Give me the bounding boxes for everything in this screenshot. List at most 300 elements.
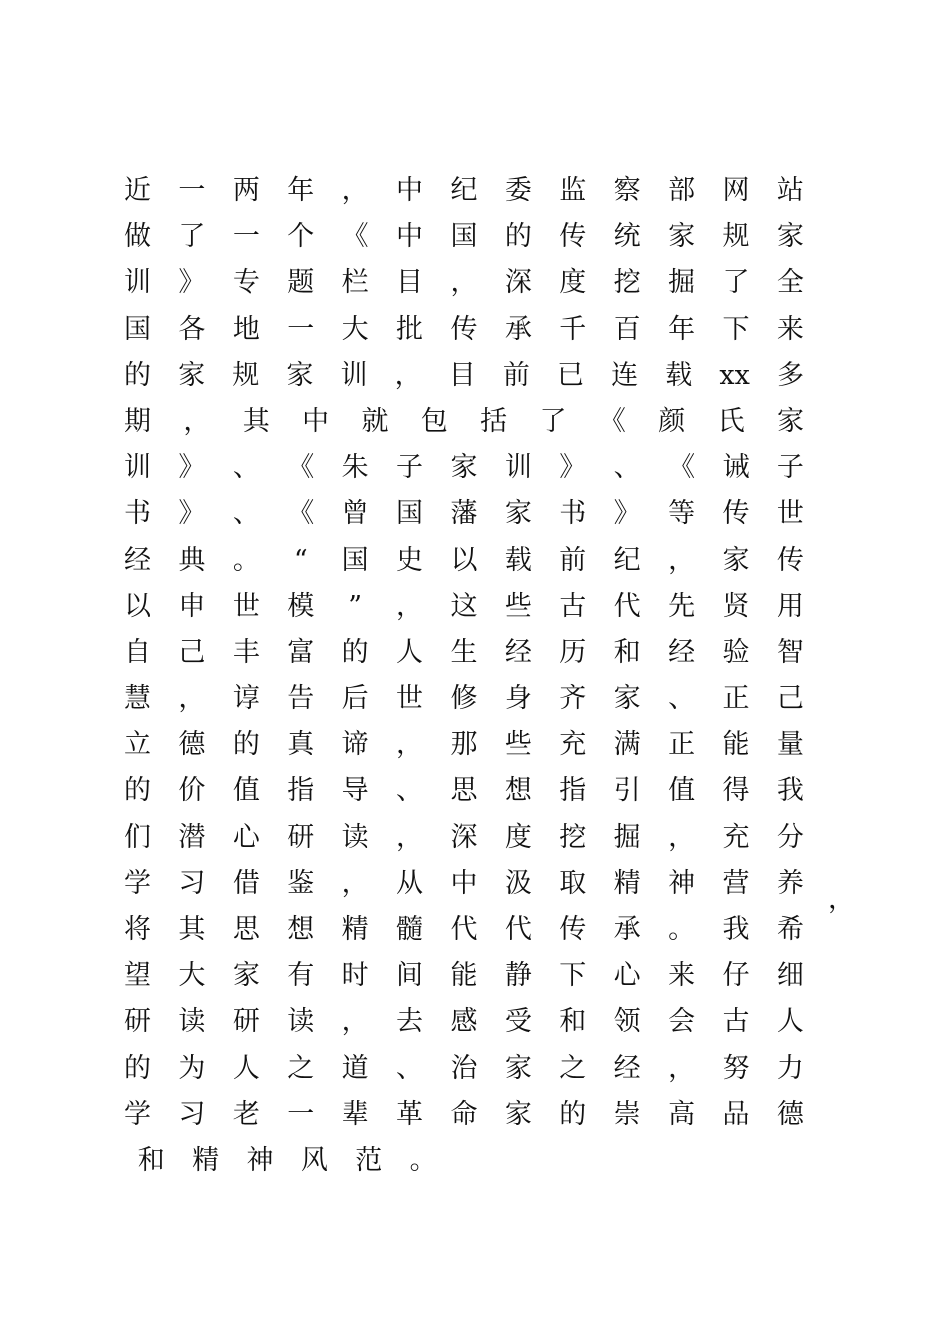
text-char: 精 [192,1144,220,1176]
text-line [124,630,804,676]
text-char: 《 [287,452,315,484]
text-char: 》 [178,267,206,299]
text-char: 研 [124,1006,151,1038]
text-char: 家 [504,1098,532,1130]
text-char: 感 [450,1006,478,1038]
text-char: 全 [776,267,804,299]
text-char: 历 [559,636,587,668]
text-char: 中 [302,405,330,437]
text-char: 的 [124,359,151,391]
text-char: 子 [396,452,424,484]
text-char: 《 [287,498,315,530]
text-char: 两 [232,175,260,206]
text-char: 家 [776,221,804,253]
text-char: 精 [341,914,369,945]
text-char: 去 [396,1006,424,1038]
text-char: ， [396,590,424,622]
text-char: 指 [559,775,587,807]
text-char: ， [394,359,422,391]
text-char: 己 [178,636,206,668]
text-char: 训 [124,267,151,299]
text-char: ， [668,544,696,576]
text-char: 从 [396,867,424,899]
text-char: 来 [668,960,696,992]
text-char: 先 [668,590,696,622]
text-char: 自 [124,636,151,668]
text-char: 地 [232,313,260,345]
text-char: 的 [124,1052,151,1084]
text-char: 富 [287,636,315,668]
text-char: 革 [396,1098,424,1130]
text-char: 。 [232,544,260,576]
text-line [124,491,804,537]
text-char: 道 [341,1052,369,1084]
text-char: 站 [776,175,804,206]
text-char: 各 [178,313,206,345]
text-char: 了 [178,221,206,253]
text-char: 代 [450,914,478,945]
text-line [124,445,804,491]
text-char: 营 [722,867,750,899]
text-char: ” [348,590,363,622]
text-char: 》 [178,498,206,530]
text-char: 之 [287,1052,315,1084]
text-char: 。 [409,1144,437,1176]
text-char: 掘 [613,821,641,853]
text-char: 家 [722,544,750,576]
text-char: ， [341,867,369,899]
text-char: 读 [287,1006,315,1038]
text-char: 、 [396,775,424,807]
text-char: 经 [124,544,151,576]
text-char: 世 [232,590,260,622]
text-char: 精 [613,867,641,899]
text-char: 经 [613,1052,641,1084]
text-char: 训 [504,452,532,484]
text-char: 。 [668,914,696,945]
text-char: 百 [613,313,641,345]
text-char: 统 [613,221,641,253]
text-char: 了 [539,405,567,437]
text-char: 承 [504,313,532,345]
text-char: 的 [341,636,369,668]
text-char: 充 [559,729,587,761]
text-char: 家 [178,359,206,391]
text-char: 书 [124,498,151,530]
text-char: 德 [776,1098,804,1130]
text-char: ， [668,821,696,853]
text-line [124,676,804,722]
text-char: 载 [504,544,532,576]
text-char: 传 [722,498,750,530]
text-char: 诫 [722,452,750,484]
text-char: 训 [124,452,151,484]
text-char: 高 [668,1098,696,1130]
text-char: 间 [396,960,424,992]
text-char: 下 [722,313,750,345]
text-char: 史 [396,544,424,576]
text-char: 深 [504,267,532,299]
text-char: 目 [448,359,476,391]
text-char: 分 [776,821,804,853]
text-char: 品 [722,1098,750,1130]
text-char: 得 [722,775,750,807]
text-char: 范 [355,1144,383,1176]
text-char: 国 [396,498,424,530]
text-char: 谆 [232,683,260,715]
text-char: 其 [242,405,270,437]
text-char: 以 [450,544,478,576]
text-line [124,953,804,999]
text-line [124,861,804,907]
text-char: 和 [613,636,641,668]
text-char: 了 [722,267,750,299]
text-char: 汲 [504,867,532,899]
text-char: 朱 [341,452,369,484]
text-char: 家 [232,960,260,992]
text-line [124,353,804,399]
text-char: 养 [776,867,804,899]
text-char: 己 [776,683,804,715]
text-char: 正 [668,729,696,761]
text-char: 氏 [717,405,745,437]
text-char: 多 [776,359,804,391]
text-char: 古 [559,590,587,622]
text-char: 人 [396,636,424,668]
text-char: 目 [396,267,424,299]
text-line [124,815,804,861]
text-line [124,307,804,353]
text-char: 人 [232,1052,260,1084]
text-char: 载 [665,359,693,391]
text-char: 后 [341,683,369,715]
text-char: 读 [341,821,369,853]
text-char: 满 [613,729,641,761]
text-char: 代 [504,914,532,945]
text-char: 经 [504,636,532,668]
text-line [124,584,804,630]
text-char: 子 [776,452,804,484]
text-line [124,1046,804,1092]
text-char: 度 [504,821,532,853]
text-char: 中 [450,867,478,899]
text-char: 、 [613,452,641,484]
text-char: 智 [776,636,804,668]
text-char: 《 [341,221,369,253]
text-char: 传 [559,914,587,945]
text-line [124,907,804,953]
text-char: 委 [504,175,532,206]
text-char: 近 [124,175,151,206]
text-char: 崇 [613,1098,641,1130]
text-char: 神 [668,867,696,899]
text-char: 望 [124,960,151,992]
text-char: 家 [504,498,532,530]
text-line [124,168,804,214]
text-char: 用 [776,590,804,622]
text-char: 指 [287,775,315,807]
text-char: 、 [668,683,696,715]
text-char: 》 [178,452,206,484]
text-char: 家 [668,221,696,253]
text-char: 真 [287,729,315,761]
text-char: 德 [178,729,206,761]
text-char: 的 [504,221,532,253]
text-char: 一 [178,175,206,206]
text-char: 网 [722,175,750,206]
text-char: 受 [504,1006,532,1038]
text-line [124,1138,804,1184]
text-char: 曾 [341,498,369,530]
text-char: 们 [124,821,151,853]
text-char: 风 [300,1144,328,1176]
text-char: 的 [232,729,260,761]
text-char: 值 [668,775,696,807]
text-char: 量 [776,729,804,761]
text-char: 细 [776,960,804,992]
text-char: 已 [557,359,584,391]
text-line [124,722,804,768]
text-char: 藩 [450,498,478,530]
text-char: 思 [232,914,260,945]
text-char: 我 [776,775,804,807]
text-line [124,214,804,260]
text-char: 中 [396,175,424,206]
text-line [124,260,804,306]
text-char: 希 [776,914,804,945]
text-char: 努 [722,1052,750,1084]
text-char: 栏 [341,267,369,299]
text-char: 其 [178,914,206,945]
text-char: 题 [287,267,315,299]
text-char: 古 [722,1006,750,1038]
text-char: 生 [450,636,478,668]
text-char: 贤 [722,590,750,622]
text-char: 《 [598,405,626,437]
text-char: 一 [287,1098,315,1130]
text-char: 大 [178,960,206,992]
text-char: xx [719,359,750,391]
text-char: ， [341,175,369,206]
text-char: ， [178,683,206,715]
text-char: 些 [504,729,532,761]
text-char: 想 [287,914,315,945]
text-char: 家 [286,359,314,391]
text-char: 等 [668,498,696,530]
text-char: 》 [613,498,641,530]
text-char: 、 [396,1052,424,1084]
text-char: ， [396,729,424,761]
text-char: “ [293,544,308,576]
text-char: 修 [450,683,478,715]
text-line [124,999,804,1045]
text-char: 包 [420,405,448,437]
text-char: 立 [124,729,151,761]
text-char: 期 [124,405,151,437]
text-char: 纪 [613,544,641,576]
text-char: 家 [613,683,641,715]
text-char: ， [450,267,478,299]
text-char: 部 [668,175,696,206]
text-char: 引 [613,775,641,807]
text-char: 申 [178,590,206,622]
text-char: 传 [450,313,478,345]
text-char: 经 [668,636,696,668]
text-char: 有 [287,960,315,992]
text-char: 心 [613,960,641,992]
text-char: 家 [776,405,804,437]
text-char: 承 [613,914,641,945]
text-char: 前 [559,544,587,576]
text-char: 规 [722,221,750,253]
text-char: 之 [559,1052,587,1084]
text-char: 能 [722,729,750,761]
text-char: 一 [287,313,315,345]
text-char: ， [668,1052,696,1084]
text-char: 规 [232,359,260,391]
text-char: 就 [361,405,389,437]
text-char: 千 [559,313,587,345]
text-char: 代 [613,590,641,622]
text-char: 家 [504,1052,532,1084]
text-char: 和 [137,1144,165,1176]
text-char: 我 [722,914,750,945]
text-char: 纪 [450,175,478,206]
text-char: 静 [504,960,532,992]
text-char: ， [183,405,211,437]
text-char: 为 [178,1052,206,1084]
text-char: 专 [232,267,260,299]
text-char: 括 [480,405,508,437]
text-char: 颜 [658,405,686,437]
text-char: 模 [287,590,315,622]
text-char: 一 [232,221,260,253]
text-char: 国 [341,544,369,576]
text-char: 深 [450,821,478,853]
text-char: 国 [124,313,151,345]
text-line [124,1092,804,1138]
text-char: 、 [232,452,260,484]
text-char: 慧 [124,683,151,715]
text-char: 连 [611,359,639,391]
text-char: 告 [287,683,315,715]
text-line [124,538,804,584]
text-char: 传 [559,221,587,253]
text-char: 世 [396,683,424,715]
text-char: 治 [450,1052,478,1084]
text-char: 价 [178,775,206,807]
text-char: 训 [340,359,368,391]
text-char: 、 [232,498,260,530]
text-char: 借 [232,867,260,899]
text-line [124,399,804,445]
text-char: 时 [341,960,369,992]
text-char: 导 [341,775,369,807]
text-char: 做 [124,221,151,253]
text-char: 力 [776,1052,804,1084]
text-char: 察 [613,175,641,206]
body-paragraph [124,168,804,1184]
text-char: 度 [559,267,587,299]
text-char: 的 [124,775,151,807]
text-char: 来 [776,313,804,345]
text-char: 个 [287,221,315,253]
text-char: 家 [450,452,478,484]
text-char: 的 [559,1098,587,1130]
text-char: 掘 [668,267,696,299]
text-char: 鉴 [287,867,315,899]
text-char: 大 [341,313,369,345]
text-char: 命 [450,1098,478,1130]
text-char: 国 [450,221,478,253]
text-char: 习 [178,867,206,899]
text-char: 书 [559,498,587,530]
text-char: 读 [178,1006,206,1038]
text-char: 传 [776,544,804,576]
text-char: 神 [246,1144,274,1176]
text-char: 批 [396,313,424,345]
text-char: 挖 [613,267,641,299]
text-char: 学 [124,1098,151,1130]
text-char: 身 [504,683,532,715]
text-char: 挖 [559,821,587,853]
text-char: 将 [124,914,151,945]
text-char: 典 [178,544,206,576]
text-char: 充 [722,821,750,853]
text-char: 下 [559,960,587,992]
text-char: 能 [450,960,478,992]
text-char: 》 [559,452,587,484]
text-char: 年 [668,313,696,345]
text-char: 学 [124,867,151,899]
text-char: 齐 [559,683,587,715]
text-char: 潜 [178,821,206,853]
text-char: 些 [504,590,532,622]
text-char: 辈 [341,1098,369,1130]
text-char: 中 [396,221,424,253]
text-line [124,768,804,814]
text-char: 正 [722,683,750,715]
text-char: ， [396,821,424,853]
text-char: 想 [504,775,532,807]
text-char: 心 [232,821,260,853]
text-char: 人 [776,1006,804,1038]
text-char: 丰 [232,636,260,668]
text-char: 《 [668,452,696,484]
text-char: 领 [613,1006,641,1038]
text-char: 以 [124,590,151,622]
text-char: 仔 [722,960,750,992]
text-char: ， [341,1006,369,1038]
overflow-comma: ， [828,884,855,915]
text-char: 研 [232,1006,260,1038]
text-char: 这 [450,590,478,622]
text-char: 和 [559,1006,587,1038]
text-char: 监 [559,175,587,206]
text-char: 前 [502,359,530,391]
text-char: 值 [232,775,260,807]
text-char: 研 [287,821,315,853]
text-char: 取 [559,867,587,899]
text-char: 老 [232,1098,260,1130]
text-char: 谛 [341,729,369,761]
text-char: 世 [776,498,804,530]
text-char: 思 [450,775,478,807]
text-char: 习 [178,1098,206,1130]
text-char: 髓 [396,914,424,945]
text-char: 那 [450,729,478,761]
text-char: 会 [668,1006,696,1038]
